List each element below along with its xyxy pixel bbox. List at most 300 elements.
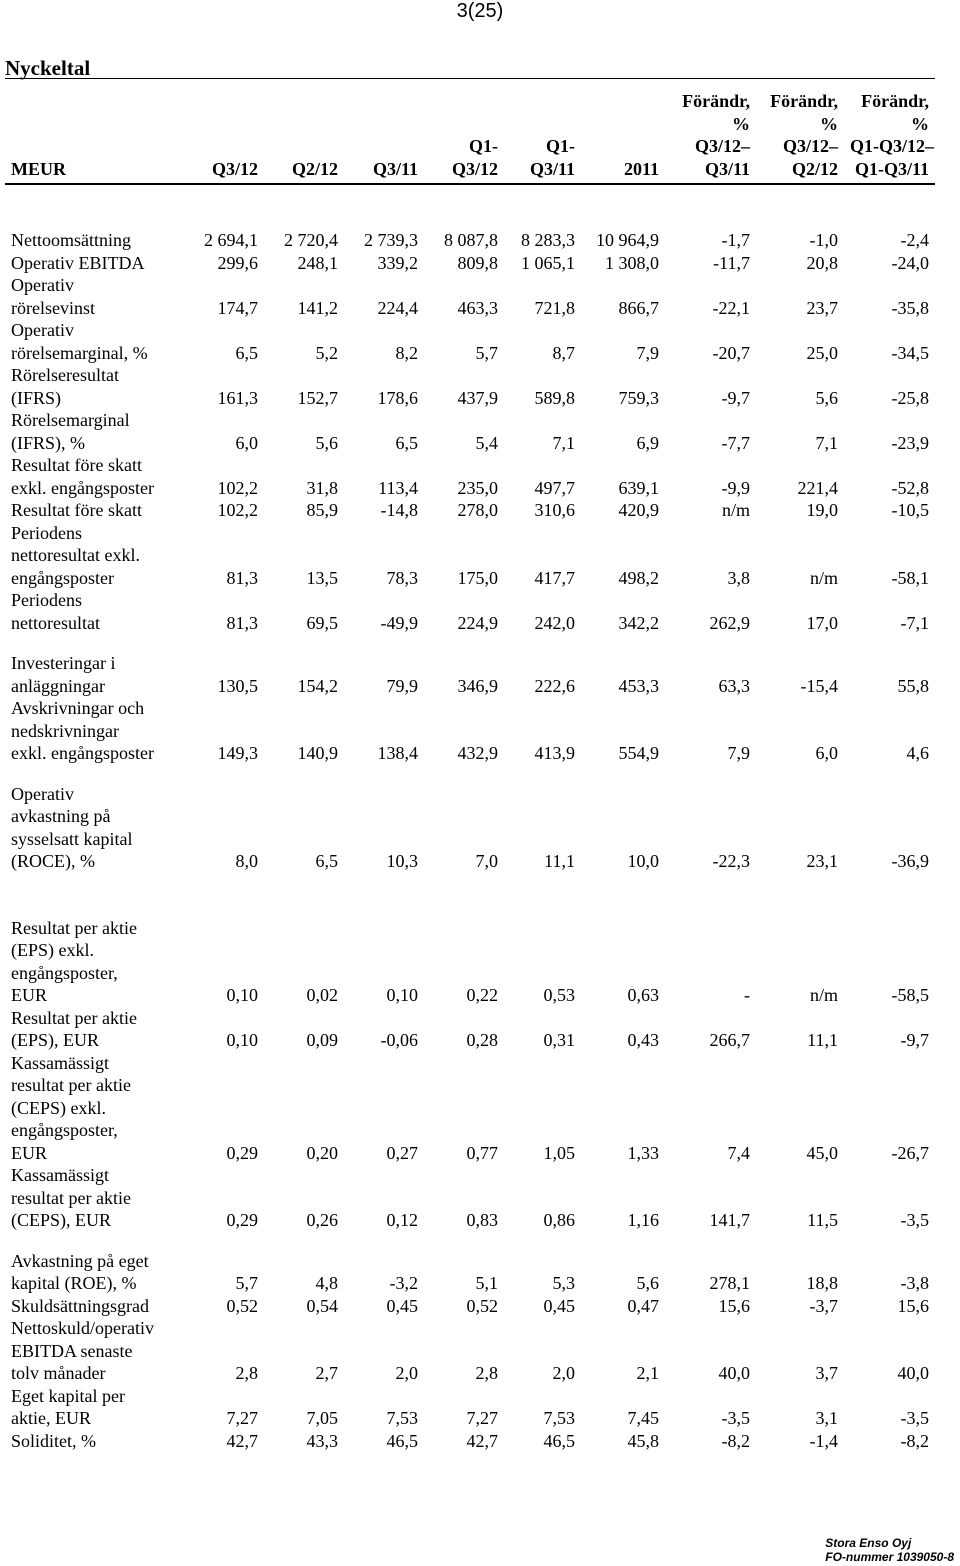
value-cell: 3,7 (815, 1363, 838, 1383)
table-row (5, 409, 935, 454)
value-cell: -22,3 (712, 851, 750, 871)
value-cell: 5,4 (475, 432, 498, 453)
value-cell: -52,8 (891, 477, 929, 498)
column-header-line: Förändr, (861, 91, 929, 111)
page-number: 3(25) (456, 0, 504, 22)
value-cell: 5,6 (315, 432, 338, 453)
value-cell: 2,8 (235, 1363, 258, 1383)
value-cell: 81,3 (226, 612, 258, 633)
row-label-line: avkastning på (11, 806, 111, 826)
value-cell: 43,3 (306, 1430, 338, 1451)
value-cell: 13,5 (306, 567, 338, 588)
value-cell: -22,1 (712, 297, 750, 318)
row-label-line: kapital (ROE), % (11, 1273, 137, 1293)
value-cell: 8,7 (552, 342, 575, 363)
column-header (195, 90, 264, 184)
row-label-line: EUR (11, 1142, 47, 1163)
table-row (5, 364, 935, 409)
value-cell: 7,9 (727, 743, 750, 763)
value-cell: 2,7 (315, 1363, 338, 1383)
row-label-line: Rörelsemarginal (11, 410, 130, 430)
value-cell: 40,0 (897, 1363, 929, 1383)
value-cell: 81,3 (226, 567, 258, 588)
value-cell: -24,0 (891, 252, 929, 273)
value-cell: 453,3 (618, 675, 659, 696)
row-label (5, 499, 195, 522)
value-cell: 40,0 (718, 1363, 750, 1383)
value-cell: -3,8 (900, 1273, 929, 1293)
row-label-line: resultat per aktie (11, 1187, 131, 1208)
value-cell: 2 739,3 (364, 230, 418, 250)
value-cell: 10,0 (627, 851, 659, 871)
row-label (5, 252, 195, 275)
table-header (5, 90, 935, 184)
value-cell: 2,1 (636, 1363, 659, 1383)
value-cell: 7,27 (226, 1408, 258, 1428)
value-cell: -23,9 (891, 432, 929, 453)
column-header-line: Q3/12 (211, 158, 258, 179)
row-label-line: (CEPS), EUR (11, 1210, 112, 1230)
value-cell: 278,0 (457, 500, 498, 520)
row-label (5, 783, 195, 873)
row-label-line: Kassamässigt (11, 1165, 109, 1185)
value-cell: 20,8 (806, 252, 838, 273)
table-row (5, 319, 935, 364)
value-cell: 69,5 (306, 612, 338, 633)
value-cell: 0,27 (386, 1142, 418, 1163)
table-row (5, 1164, 935, 1232)
row-label-line: engångsposter (11, 567, 114, 588)
table-row (5, 522, 935, 590)
company-name: Stora Enso Oyj (825, 1536, 912, 1550)
column-header-line: Q3/11 (372, 158, 418, 179)
value-cell: 0,26 (306, 1210, 338, 1230)
row-label (5, 454, 195, 499)
value-cell: 339,2 (377, 252, 418, 273)
row-label-line: EUR (11, 985, 47, 1005)
value-cell: 3,1 (815, 1408, 838, 1428)
table-row (5, 274, 935, 319)
value-cell: 7,1 (552, 432, 575, 453)
table-row (5, 1052, 935, 1165)
value-cell: -34,5 (891, 342, 929, 363)
spacer-row (5, 1232, 935, 1250)
row-label-line: Resultat före skatt (11, 500, 142, 520)
value-cell: 0,10 (226, 1030, 258, 1050)
column-header-line: % (732, 113, 750, 134)
value-cell: 0,54 (306, 1295, 338, 1316)
column-header-line: Q3/12 (451, 158, 498, 179)
value-cell: 2 694,1 (204, 230, 258, 250)
value-cell: 23,1 (806, 851, 838, 871)
row-label-line: Periodens (11, 590, 82, 610)
row-label (5, 1317, 195, 1385)
value-cell: 31,8 (306, 477, 338, 498)
value-cell: 154,2 (297, 675, 338, 696)
value-cell: 141,7 (709, 1210, 750, 1230)
value-cell: 7,27 (466, 1408, 498, 1428)
value-cell: 15,6 (897, 1295, 929, 1316)
value-cell: 2 720,4 (284, 230, 338, 250)
row-label-line: Resultat före skatt (11, 455, 142, 475)
row-label (5, 1164, 195, 1232)
value-cell: -1,4 (809, 1430, 838, 1451)
value-cell: 266,7 (709, 1030, 750, 1050)
value-cell: 1 308,0 (605, 252, 659, 273)
value-cell: 11,1 (544, 851, 575, 871)
value-cell: -26,7 (891, 1142, 929, 1163)
value-cell: 0,20 (306, 1142, 338, 1163)
table-row (5, 229, 935, 252)
value-cell: 5,7 (475, 342, 498, 363)
value-cell: 7,0 (475, 851, 498, 871)
row-label-line: nettoresultat (11, 612, 100, 633)
value-cell: 152,7 (297, 387, 338, 408)
value-cell: -58,1 (891, 567, 929, 588)
row-label-line: exkl. engångsposter (11, 743, 154, 763)
value-cell: 0,86 (543, 1210, 575, 1230)
value-cell: 0,29 (226, 1142, 258, 1163)
value-cell: 2,0 (395, 1363, 418, 1383)
column-header (504, 90, 581, 184)
spacer-row (5, 873, 935, 917)
value-cell: 0,47 (627, 1295, 659, 1316)
row-label (5, 1430, 195, 1453)
company-reg-number: FO-nummer 1039050-8 (825, 1550, 954, 1564)
row-label-line: Nettoomsättning (11, 230, 131, 250)
value-cell: 174,7 (217, 297, 258, 318)
column-header (424, 90, 504, 184)
row-label (5, 274, 195, 319)
row-label-line: (EPS) exkl. (11, 940, 94, 960)
row-label-line: rörelsevinst (11, 297, 95, 318)
row-label-line: Operativ (11, 275, 74, 295)
value-cell: 0,28 (466, 1030, 498, 1050)
value-cell: 7,53 (543, 1408, 575, 1428)
value-cell: n/m (721, 500, 750, 520)
row-label-line: Eget kapital per (11, 1385, 125, 1406)
value-cell: -8,2 (900, 1430, 929, 1451)
row-label-line: Kassamässigt (11, 1052, 109, 1073)
value-cell: 0,83 (466, 1210, 498, 1230)
value-cell: 17,0 (806, 612, 838, 633)
value-cell: 7,4 (727, 1142, 750, 1163)
value-cell: 5,2 (315, 342, 338, 363)
value-cell: 8,0 (235, 851, 258, 871)
value-cell: -36,9 (891, 851, 929, 871)
row-label-line: Operativ (11, 320, 74, 340)
row-label-line: (CEPS) exkl. (11, 1097, 107, 1118)
value-cell: 6,5 (395, 432, 418, 453)
value-cell: 0,52 (226, 1295, 258, 1316)
row-label-line: resultat per aktie (11, 1075, 131, 1095)
row-label (5, 319, 195, 364)
value-cell: 42,7 (226, 1430, 258, 1451)
value-cell: 235,0 (457, 477, 498, 498)
value-cell: 589,8 (534, 387, 575, 408)
value-cell: -14,8 (380, 500, 418, 520)
row-label-line: Operativ EBITDA (11, 252, 145, 273)
table-row (5, 917, 935, 1007)
table-row (5, 589, 935, 634)
value-cell: 0,77 (466, 1142, 498, 1163)
value-cell: 78,3 (386, 567, 418, 588)
row-label-line: Resultat per aktie (11, 1007, 137, 1028)
column-header-line: % (911, 113, 929, 134)
value-cell: -20,7 (712, 342, 750, 363)
value-cell: 8 283,3 (521, 230, 575, 250)
table-row (5, 1007, 935, 1052)
value-cell: -10,5 (891, 500, 929, 520)
value-cell: 0,09 (306, 1030, 338, 1050)
value-cell: 7,1 (815, 432, 838, 453)
value-cell: -3,5 (900, 1210, 929, 1230)
value-cell: 7,53 (386, 1408, 418, 1428)
column-header (756, 90, 844, 184)
value-cell: -9,7 (900, 1030, 929, 1050)
value-cell: 0,10 (226, 985, 258, 1005)
value-cell: 497,7 (534, 477, 575, 498)
value-cell: 161,3 (217, 387, 258, 408)
value-cell: 19,0 (806, 500, 838, 520)
row-label-line: Operativ (11, 783, 74, 804)
row-label-line: Resultat per aktie (11, 917, 137, 938)
value-cell: -2,4 (900, 230, 929, 250)
value-cell: 1,33 (627, 1142, 659, 1163)
value-cell: 498,2 (618, 567, 659, 588)
value-cell: 417,7 (534, 567, 575, 588)
value-cell: 0,22 (466, 985, 498, 1005)
value-cell: -15,4 (800, 675, 838, 696)
row-label (5, 409, 195, 454)
value-cell: 25,0 (806, 342, 838, 363)
value-cell: 85,9 (306, 500, 338, 520)
footer (825, 1536, 954, 1564)
value-cell: 6,5 (235, 342, 258, 363)
value-cell: 138,4 (377, 743, 418, 763)
row-label-line: Skuldsättningsgrad (11, 1295, 149, 1316)
row-label-line: EBITDA senaste (11, 1340, 133, 1361)
column-header-line: Q1-Q3/11 (854, 158, 929, 179)
value-cell: 178,6 (377, 387, 418, 408)
column-header (581, 90, 665, 184)
value-cell: 5,3 (552, 1273, 575, 1293)
value-cell: 0,63 (627, 985, 659, 1005)
value-cell: 46,5 (386, 1430, 418, 1451)
value-cell: 346,9 (457, 675, 498, 696)
value-cell: 63,3 (718, 675, 750, 696)
row-label-line: nettoresultat exkl. (11, 545, 140, 565)
header-unit: MEUR (11, 158, 66, 179)
value-cell: 23,7 (806, 297, 838, 318)
value-cell: 0,45 (543, 1295, 575, 1316)
row-label-line: (ROCE), % (11, 851, 95, 871)
column-header-line: Q2/12 (791, 158, 838, 179)
value-cell: 463,3 (457, 297, 498, 318)
value-cell: 8 087,8 (444, 230, 498, 250)
value-cell: 278,1 (709, 1273, 750, 1293)
row-label-line: Avskrivningar och (11, 698, 145, 718)
spacer-row (5, 634, 935, 652)
column-header-line: Q3/11 (704, 158, 750, 179)
value-cell: 10 964,9 (596, 230, 659, 250)
row-label (5, 697, 195, 765)
row-label-line: engångsposter, (11, 1120, 118, 1140)
value-cell: 45,0 (806, 1142, 838, 1163)
value-cell: -9,7 (721, 387, 750, 408)
column-header (665, 90, 756, 184)
value-cell: -8,2 (721, 1430, 750, 1451)
table-row (5, 1385, 935, 1430)
value-cell: 149,3 (217, 743, 258, 763)
row-label-line: sysselsatt kapital (11, 828, 133, 849)
row-label (5, 364, 195, 409)
value-cell: 10,3 (386, 851, 418, 871)
row-label (5, 589, 195, 634)
table-row (5, 252, 935, 275)
table-row (5, 697, 935, 765)
value-cell: -58,5 (891, 985, 929, 1005)
value-cell: -3,7 (809, 1295, 838, 1316)
value-cell: 2,8 (475, 1363, 498, 1383)
value-cell: 102,2 (217, 500, 258, 520)
value-cell: 7,9 (636, 342, 659, 363)
value-cell: 7,05 (306, 1408, 338, 1428)
spacer-row (5, 765, 935, 783)
row-label-line: (IFRS), % (11, 432, 86, 453)
value-cell: 11,5 (807, 1210, 838, 1230)
value-cell: 140,9 (297, 743, 338, 763)
value-cell: 18,8 (806, 1273, 838, 1293)
value-cell: 413,9 (534, 743, 575, 763)
value-cell: 4,6 (906, 743, 929, 763)
value-cell: 1 065,1 (521, 252, 575, 273)
row-label-line: tolv månader (11, 1363, 106, 1383)
value-cell: 6,0 (815, 743, 838, 763)
value-cell: 141,2 (297, 297, 338, 318)
value-cell: 866,7 (618, 297, 659, 318)
value-cell: -1,7 (721, 230, 750, 250)
row-label (5, 1295, 195, 1318)
value-cell: 5,1 (475, 1273, 498, 1293)
column-header-line: % (820, 113, 838, 134)
value-cell: -7,7 (721, 432, 750, 453)
table-body (5, 184, 935, 1452)
column-header (844, 90, 935, 184)
value-cell: 4,8 (315, 1273, 338, 1293)
column-header-line: Q1- (469, 136, 498, 156)
row-label-line: rörelsemarginal, % (11, 342, 148, 363)
row-label-line: nedskrivningar (11, 720, 119, 741)
value-cell: 55,8 (897, 675, 929, 696)
column-header-line: Förändr, (770, 91, 838, 111)
value-cell: -7,1 (900, 612, 929, 633)
value-cell: 0,53 (543, 985, 575, 1005)
column-header-line: Q1- (546, 136, 575, 156)
row-label-line: Investeringar i (11, 653, 116, 673)
column-header-line: Q1-Q3/12– (850, 136, 934, 156)
row-label (5, 1250, 195, 1295)
value-cell: 46,5 (543, 1430, 575, 1451)
row-label (5, 652, 195, 697)
value-cell: 8,2 (395, 342, 418, 363)
value-cell: 79,9 (386, 675, 418, 696)
value-cell: 554,9 (618, 743, 659, 763)
row-label-line: (EPS), EUR (11, 1030, 100, 1050)
value-cell: -0,06 (380, 1030, 418, 1050)
value-cell: 224,4 (377, 297, 418, 318)
value-cell: n/m (809, 567, 838, 588)
column-header-line: 2011 (623, 158, 659, 179)
column-header (264, 90, 344, 184)
row-label (5, 917, 195, 1007)
table-row (5, 1317, 935, 1385)
value-cell: -9,9 (721, 477, 750, 498)
value-cell: 639,1 (618, 477, 659, 498)
table-row (5, 783, 935, 873)
value-cell: - (744, 985, 750, 1005)
value-cell: 5,6 (636, 1273, 659, 1293)
heading-rule (5, 78, 935, 79)
value-cell: 6,9 (636, 432, 659, 453)
header-row (5, 90, 935, 184)
value-cell: 5,7 (235, 1273, 258, 1293)
column-header (344, 90, 424, 184)
spacer-row (5, 184, 935, 229)
value-cell: 242,0 (534, 612, 575, 633)
value-cell: n/m (809, 985, 838, 1005)
value-cell: 420,9 (618, 500, 659, 520)
row-label-line: anläggningar (11, 675, 105, 696)
row-label-line: exkl. engångsposter (11, 477, 154, 498)
value-cell: -11,7 (713, 252, 750, 273)
value-cell: 102,2 (217, 477, 258, 498)
column-header-line: Q3/12– (694, 136, 750, 156)
table-row (5, 1430, 935, 1453)
value-cell: 432,9 (457, 743, 498, 763)
table-row (5, 1295, 935, 1318)
value-cell: -25,8 (891, 387, 929, 408)
value-cell: 15,6 (718, 1295, 750, 1316)
value-cell: 342,2 (618, 612, 659, 633)
row-label (5, 1385, 195, 1430)
row-label-line: aktie, EUR (11, 1408, 91, 1428)
value-cell: 1,05 (543, 1142, 575, 1163)
value-cell: 11,1 (807, 1030, 838, 1050)
value-cell: 221,4 (797, 477, 838, 498)
value-cell: 3,8 (727, 567, 750, 588)
value-cell: 299,6 (217, 252, 258, 273)
section-heading: Nyckeltal (5, 56, 91, 80)
value-cell: 130,5 (217, 675, 258, 696)
row-label-line: Soliditet, % (11, 1430, 96, 1451)
table-row (5, 499, 935, 522)
value-cell: 45,8 (627, 1430, 659, 1451)
row-label (5, 1052, 195, 1165)
row-label-line: Rörelseresultat (11, 365, 119, 385)
row-label-line: engångsposter, (11, 962, 118, 983)
value-cell: 0,02 (306, 985, 338, 1005)
value-cell: 6,0 (235, 432, 258, 453)
value-cell: 809,8 (457, 252, 498, 273)
value-cell: 222,6 (534, 675, 575, 696)
column-header-line: Q3/11 (529, 158, 575, 179)
value-cell: 721,8 (534, 297, 575, 318)
row-label (5, 522, 195, 590)
value-cell: -1,0 (809, 230, 838, 250)
row-label (5, 1007, 195, 1052)
row-label (5, 229, 195, 252)
